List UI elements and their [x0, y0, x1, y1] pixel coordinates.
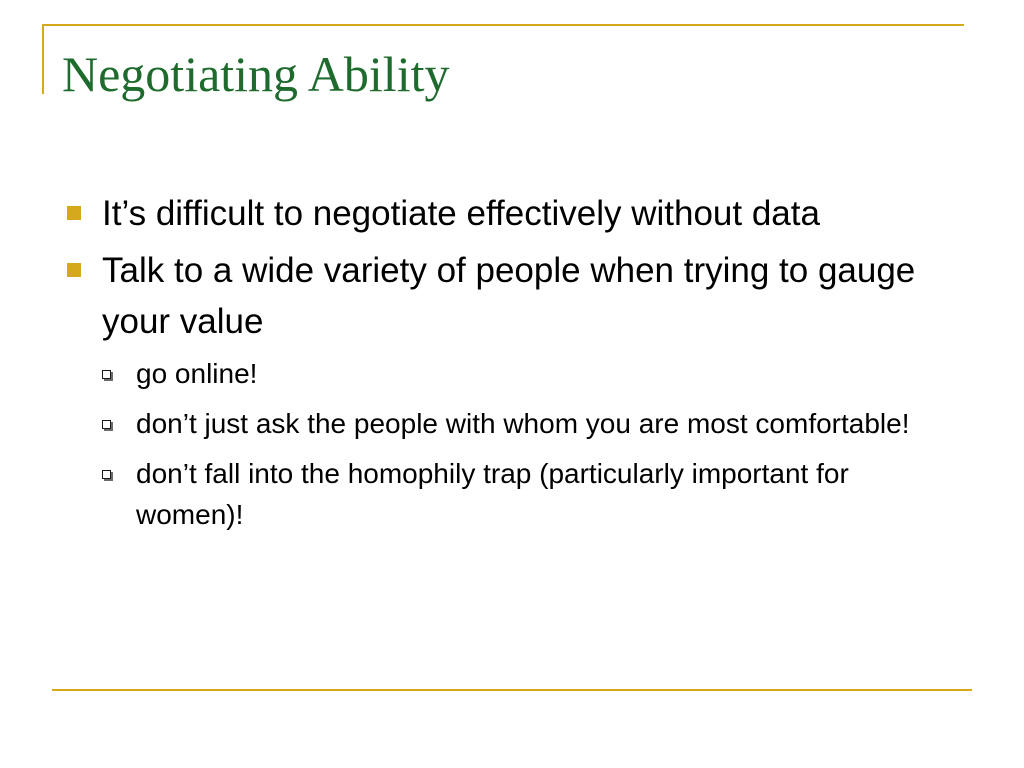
- bullet-text: It’s difficult to negotiate effectively without data: [102, 194, 820, 233]
- sub-bullet-item: [102, 453, 962, 535]
- slide-title: Negotiating Ability: [62, 46, 450, 102]
- sub-bullet-list: [102, 353, 962, 535]
- sub-bullet-text: don’t just ask the people with whom you are most comfortable!: [136, 408, 910, 439]
- square-bullet-icon: [67, 263, 81, 277]
- slide-body: [62, 188, 962, 544]
- hollow-square-bullet-icon: [102, 420, 111, 429]
- hollow-square-bullet-icon: [102, 470, 111, 479]
- frame-bottom-rule: [52, 689, 972, 691]
- square-bullet-icon: [67, 206, 81, 220]
- frame-left-rule: [42, 24, 44, 94]
- sub-bullet-text: don’t fall into the homophily trap (particularly important for women)!: [136, 458, 849, 530]
- hollow-square-bullet-icon: [102, 370, 111, 379]
- bullet-text: Talk to a wide variety of people when trying to gauge your value: [102, 251, 916, 341]
- frame-top-rule: [42, 24, 964, 26]
- sub-bullet-item: [102, 403, 962, 444]
- bullet-item: [62, 188, 962, 239]
- bullet-item: [62, 245, 962, 347]
- sub-bullet-item: [102, 353, 962, 394]
- sub-bullet-text: go online!: [136, 358, 258, 389]
